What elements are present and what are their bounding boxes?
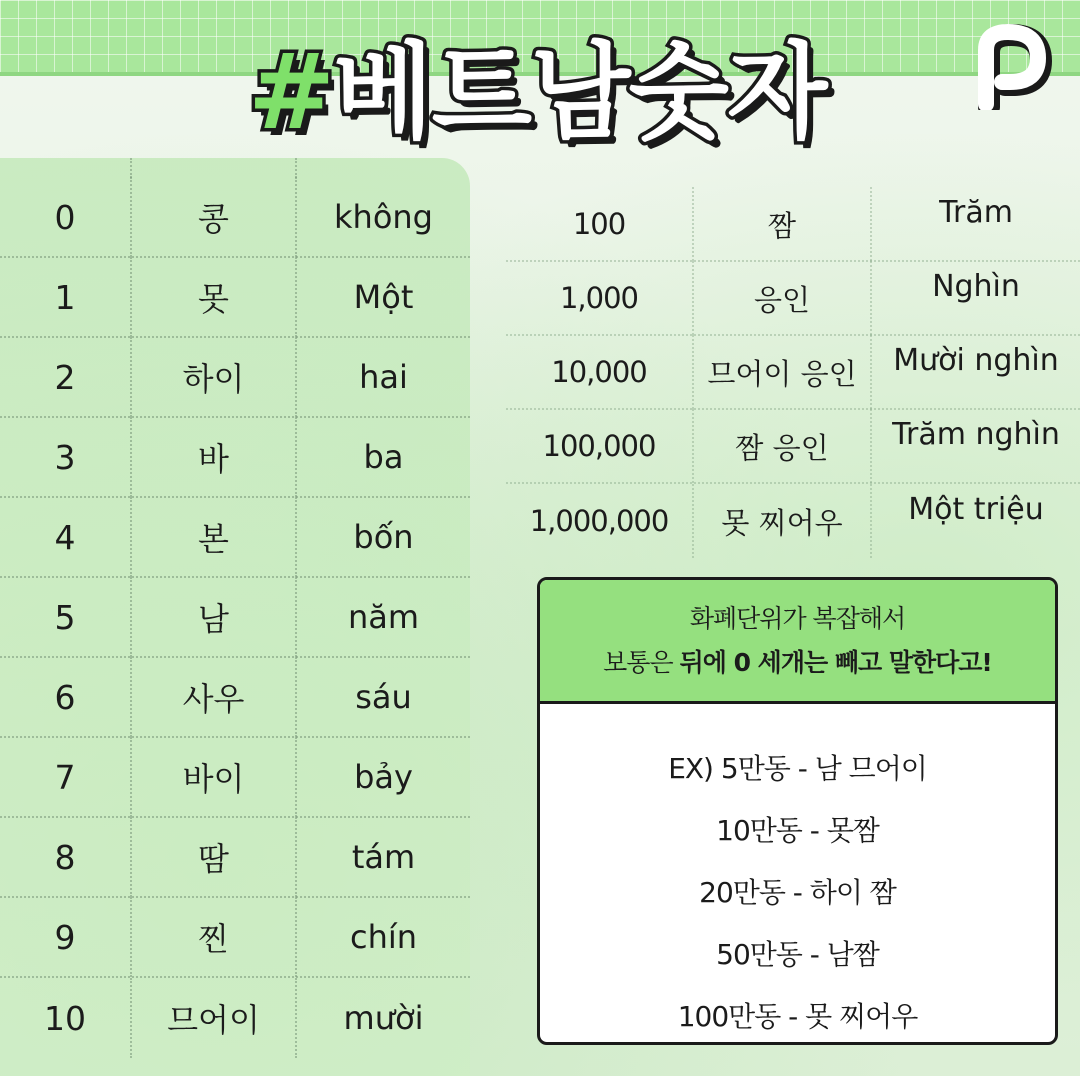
column-divider [130,158,132,178]
large-number-value: 100 [572,207,626,241]
number-row [0,898,470,978]
number-digit: 3 [54,437,76,477]
korean-pronunciation: 못 [130,257,295,337]
korean-pronunciation: 본 [130,497,295,577]
column-divider [295,158,297,178]
number-digit: 1 [54,277,76,317]
large-number-row [506,484,1080,558]
large-number-value: 1,000,000 [529,504,669,538]
number-digit: 10 [44,998,86,1038]
number-row [0,258,470,338]
large-number-value: 1,000 [559,281,639,315]
number-row [0,978,470,1058]
vietnamese-word: Mười nghìn [870,335,1080,409]
large-number-value: 100,000 [542,429,656,463]
vietnamese-word: Trăm nghìn [870,409,1080,483]
info-line-1: 화폐단위가 복잡해서 [689,603,906,633]
info-box-header [540,580,1055,704]
korean-pronunciation: 남 [130,577,295,657]
example-line: 100만동 - 못 찌어우 [677,1000,918,1033]
number-row [0,818,470,898]
p-logo-icon [968,20,1054,110]
korean-pronunciation: 바 [130,417,295,497]
vietnamese-word: năm [295,577,470,657]
vietnamese-word: sáu [295,657,470,737]
number-digit: 2 [54,357,76,397]
page-title [248,22,828,162]
number-digit: 6 [54,677,76,717]
example-line: 20만동 - 하이 짬 [699,876,896,909]
info-line-2-prefix: 보통은 [603,647,680,677]
vietnamese-word: không [295,177,470,257]
korean-pronunciation: 콩 [130,177,295,257]
large-number-row [506,188,1080,262]
number-digit: 9 [54,917,76,957]
vietnamese-word: hai [295,337,470,417]
info-line-2-emphasis: 뒤에 0 세개는 빼고 말한다고! [679,647,992,677]
number-row [0,338,470,418]
info-line-2 [603,641,992,685]
large-number-value: 10,000 [551,355,647,389]
korean-pronunciation: 응인 [692,261,870,335]
vietnamese-word: Nghìn [870,261,1080,335]
vietnamese-word: mười [295,978,470,1058]
vietnamese-word: bốn [295,497,470,577]
large-number-row [506,262,1080,336]
korean-pronunciation: 므어이 [130,978,295,1058]
info-box-examples [540,704,1055,1045]
currency-info-box [537,577,1058,1045]
korean-pronunciation: 하이 [130,337,295,417]
number-digit: 8 [54,837,76,877]
basic-numbers-table [0,178,470,1058]
number-digit: 7 [54,757,76,797]
number-row [0,178,470,258]
vietnamese-word: chín [295,897,470,977]
korean-pronunciation: 짬 [692,187,870,261]
example-line: 10만동 - 못짬 [716,814,879,847]
vietnamese-word: Một triệu [870,484,1080,558]
number-row [0,498,470,578]
korean-pronunciation: 찐 [130,897,295,977]
number-digit: 0 [54,197,76,237]
number-row [0,578,470,658]
vietnamese-word: ba [295,417,470,497]
number-digit: 5 [54,597,76,637]
korean-pronunciation: 므어이 응인 [692,335,870,409]
number-row [0,738,470,818]
number-digit: 4 [54,517,76,557]
example-line: EX) 5만동 - 남 므어이 [668,752,927,785]
vietnamese-word: bảy [295,737,470,817]
title-text: 베트남숫자 [333,31,826,153]
title-hash: # [248,31,334,153]
vietnamese-word: Một [295,257,470,337]
korean-pronunciation: 바이 [130,737,295,817]
large-number-row [506,336,1080,410]
number-row [0,418,470,498]
example-line: 50만동 - 남짬 [716,938,879,971]
vietnamese-word: tám [295,817,470,897]
korean-pronunciation: 못 찌어우 [692,484,870,558]
vietnamese-word: Trăm [870,187,1080,261]
large-numbers-table [506,188,1080,558]
korean-pronunciation: 땀 [130,817,295,897]
large-number-row [506,410,1080,484]
korean-pronunciation: 사우 [130,657,295,737]
number-row [0,658,470,738]
korean-pronunciation: 짬 응인 [692,409,870,483]
